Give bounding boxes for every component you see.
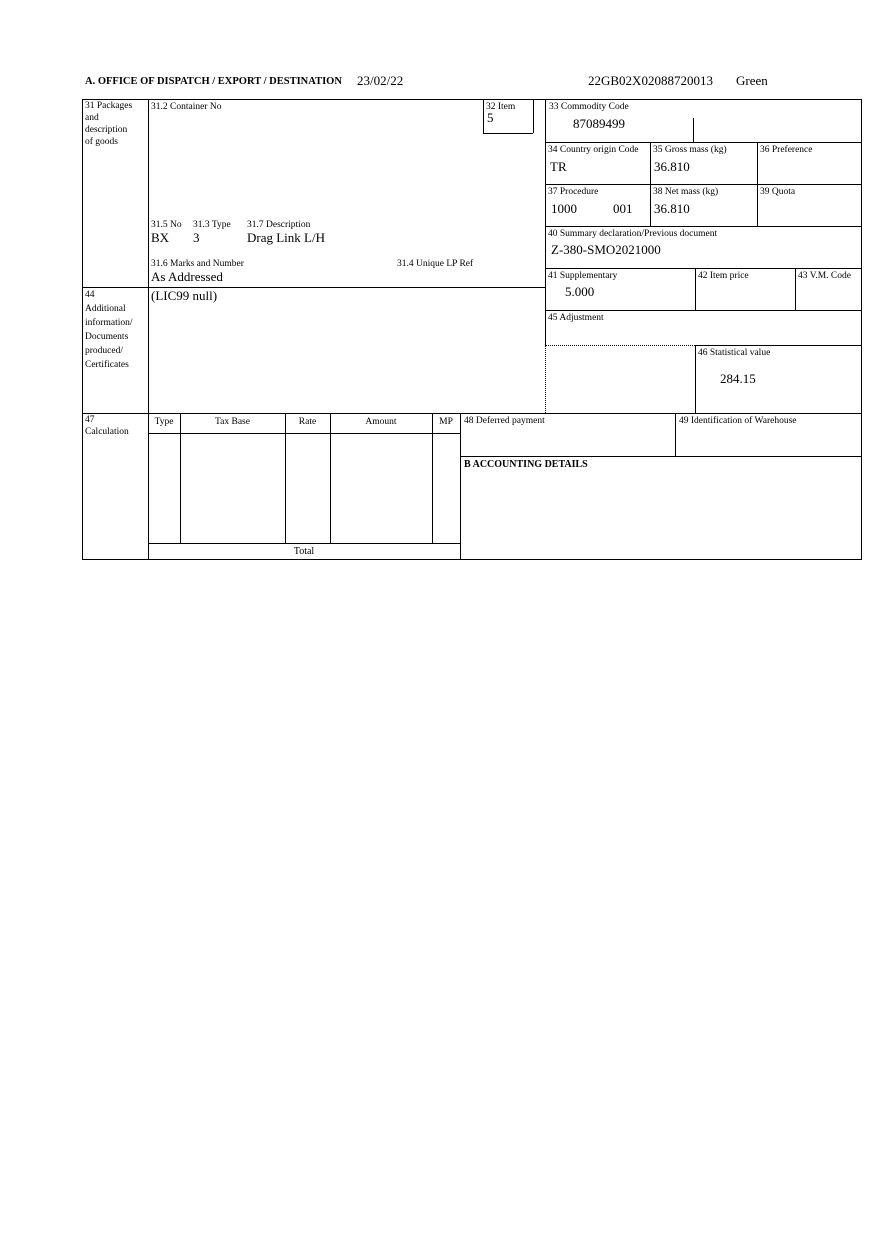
box40-previous-doc-value: Z-380-SMO2021000 bbox=[551, 242, 661, 257]
box37-procedure-label: 37 Procedure bbox=[548, 187, 599, 197]
col-header-mp: MP bbox=[439, 417, 453, 427]
box37-procedure-value: 1000 bbox=[551, 201, 577, 216]
divider bbox=[82, 413, 862, 414]
divider bbox=[483, 133, 533, 134]
box37-procedure-extension: 001 bbox=[613, 201, 633, 216]
box33-commodity-value: 87089499 bbox=[573, 116, 625, 131]
divider bbox=[545, 142, 862, 143]
box31-6-marks-label: 31.6 Marks and Number bbox=[151, 259, 244, 269]
divider bbox=[695, 345, 862, 346]
declaration-date: 23/02/22 bbox=[357, 73, 404, 88]
box44-documents-value: (LIC99 null) bbox=[151, 288, 218, 303]
form-outline bbox=[82, 99, 862, 560]
box45-adjustment-label: 45 Adjustment bbox=[548, 313, 604, 323]
box36-preference-label: 36 Preference bbox=[760, 145, 813, 155]
divider bbox=[545, 99, 546, 345]
box38-net-mass-value: 36.810 bbox=[654, 201, 690, 216]
box44-label-line: Additional bbox=[85, 304, 126, 314]
divider bbox=[533, 99, 534, 133]
commodity-code-subdivider bbox=[693, 118, 694, 142]
box35-gross-mass-label: 35 Gross mass (kg) bbox=[653, 145, 727, 155]
box31-7-description-value: Drag Link L/H bbox=[247, 230, 325, 245]
divider bbox=[545, 310, 862, 311]
office-of-dispatch-label: A. OFFICE OF DISPATCH / EXPORT / DESTINATION bbox=[85, 76, 342, 87]
divider bbox=[460, 456, 862, 457]
box44-label-line: Certificates bbox=[85, 360, 129, 370]
box31-2-container-label: 31.2 Container No bbox=[151, 102, 222, 112]
box49-warehouse-label: 49 Identification of Warehouse bbox=[679, 416, 797, 426]
box47-label-line: Calculation bbox=[85, 427, 129, 437]
box41-supplementary-value: 5.000 bbox=[565, 284, 595, 299]
table-header-divider bbox=[148, 433, 460, 434]
divider bbox=[695, 268, 696, 310]
box33-commodity-label: 33 Commodity Code bbox=[549, 102, 629, 112]
box31-label-line: description bbox=[85, 125, 128, 135]
box31-3-type-value: 3 bbox=[193, 230, 200, 245]
box42-item-price-label: 42 Item price bbox=[698, 271, 749, 281]
box31-label-line: of goods bbox=[85, 137, 118, 147]
total-label: Total bbox=[293, 546, 315, 557]
box44-label-line: information/ bbox=[85, 318, 133, 328]
accounting-details-label: B ACCOUNTING DETAILS bbox=[464, 459, 588, 470]
divider bbox=[795, 268, 796, 310]
box31-label-line: and bbox=[85, 113, 99, 123]
box40-previous-doc-label: 40 Summary declaration/Previous document bbox=[548, 229, 718, 239]
box44-label-line: 44 bbox=[85, 290, 95, 300]
dotted-divider bbox=[545, 345, 546, 413]
box35-gross-mass-value: 36.810 bbox=[654, 159, 690, 174]
box47-label-line: 47 bbox=[85, 415, 95, 425]
box32-item-label: 32 Item bbox=[486, 102, 516, 112]
box44-label-line: Documents bbox=[85, 332, 129, 342]
divider bbox=[545, 184, 862, 185]
divider bbox=[483, 99, 484, 133]
divider bbox=[695, 345, 696, 413]
col-header-type: Type bbox=[154, 417, 174, 427]
divider bbox=[148, 99, 149, 560]
box48-deferred-label: 48 Deferred payment bbox=[464, 416, 545, 426]
box32-item-value: 5 bbox=[487, 110, 494, 125]
box31-5-no-label: 31.5 No bbox=[151, 220, 182, 230]
box38-net-mass-label: 38 Net mass (kg) bbox=[653, 187, 719, 197]
col-header-rate: Rate bbox=[298, 417, 317, 427]
box39-quota-label: 39 Quota bbox=[760, 187, 796, 197]
box31-3-type-label: 31.3 Type bbox=[193, 220, 231, 230]
divider bbox=[545, 268, 862, 269]
divider bbox=[545, 226, 862, 227]
box31-4-lp-ref-label: 31.4 Unique LP Ref bbox=[397, 259, 474, 269]
box46-statistical-label: 46 Statistical value bbox=[698, 348, 771, 358]
col-header-tax-base: Tax Base bbox=[215, 417, 250, 427]
box44-label-line: produced/ bbox=[85, 346, 123, 356]
divider bbox=[675, 413, 676, 456]
box31-label-line: 31 Packages bbox=[85, 101, 133, 111]
box31-7-description-label: 31.7 Description bbox=[247, 220, 311, 230]
box31-5-no-value: BX bbox=[151, 230, 170, 245]
box31-6-marks-value: As Addressed bbox=[151, 269, 223, 284]
dotted-divider bbox=[545, 345, 695, 346]
table-total-divider bbox=[148, 543, 460, 544]
box41-supplementary-label: 41 Supplementary bbox=[548, 271, 618, 281]
box43-vm-code-label: 43 V.M. Code bbox=[798, 271, 851, 281]
mrn-reference: 22GB02X02088720013 bbox=[588, 73, 713, 88]
divider bbox=[460, 413, 461, 560]
routing-status: Green bbox=[736, 73, 768, 88]
box46-statistical-value: 284.15 bbox=[720, 371, 756, 386]
box34-origin-value: TR bbox=[550, 159, 567, 174]
box34-origin-label: 34 Country origin Code bbox=[548, 145, 639, 155]
col-header-amount: Amount bbox=[365, 417, 397, 427]
